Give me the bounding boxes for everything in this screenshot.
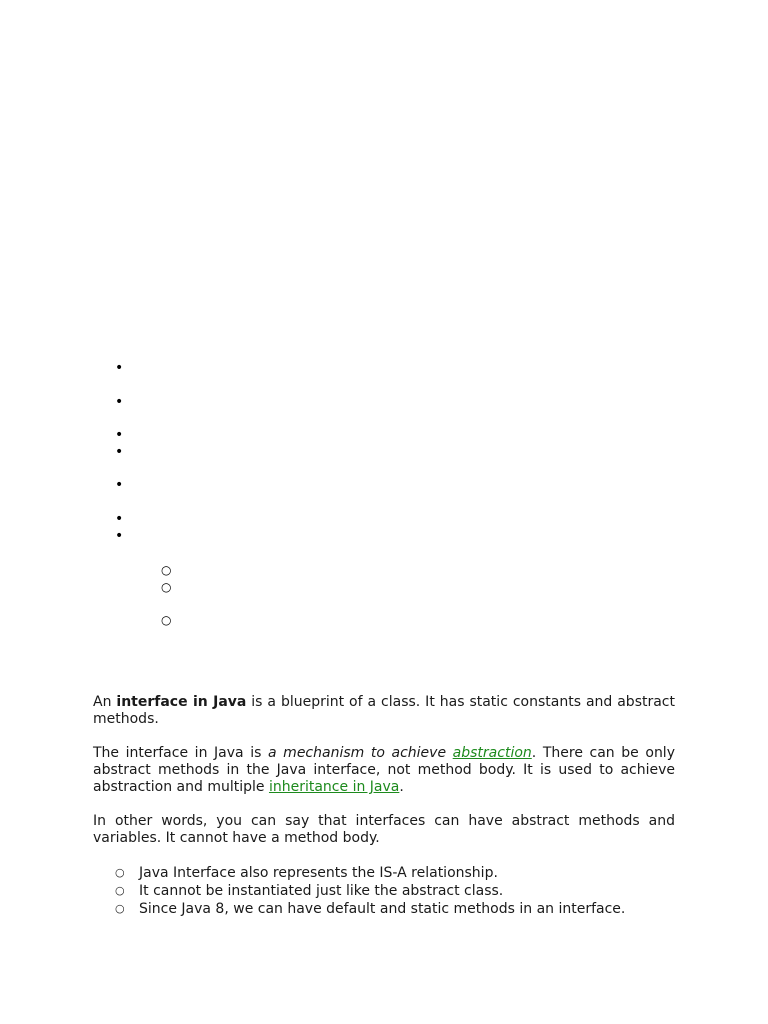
definition-prefix: The interface in Java is — [93, 745, 268, 761]
empty-bullet: • — [115, 511, 124, 527]
inheritance-link[interactable]: inheritance in Java — [268, 779, 400, 795]
intro-bold-term: interface in Java — [116, 694, 247, 710]
list-item-text: It cannot be instantiated just like the abstract class. — [139, 883, 504, 899]
empty-sub-bullet: ○ — [161, 613, 172, 627]
definition-paragraph — [93, 745, 675, 796]
empty-bullet: • — [115, 360, 124, 376]
definition-suffix: . — [399, 779, 404, 795]
empty-bullet: • — [115, 528, 124, 544]
list-item-text: Since Java 8, we can have default and static methods in an interface. — [139, 901, 626, 917]
definition-middle: . There can be only abstract methods in the Java interface, not method body. It is used to achieve abstraction and multiple — [93, 745, 675, 795]
circle-bullet-icon: ○ — [115, 884, 125, 897]
empty-sub-bullet: ○ — [161, 580, 172, 594]
empty-bullet: • — [115, 394, 124, 410]
other-words-paragraph: In other words, you can say that interfaces can have abstract methods and variables. It cannot have a method body. — [93, 813, 675, 846]
abstraction-link[interactable]: abstraction — [452, 745, 532, 761]
empty-bullet: • — [115, 427, 124, 443]
list-item — [93, 882, 675, 900]
definition-italic: a mechanism to achieve — [268, 745, 453, 761]
empty-sub-bullet: ○ — [161, 563, 172, 577]
article-content — [93, 694, 675, 918]
empty-bullet: • — [115, 477, 124, 493]
intro-paragraph — [93, 694, 675, 728]
empty-bullet: • — [115, 444, 124, 460]
list-item-text: Java Interface also represents the IS-A relationship. — [139, 865, 498, 881]
list-item — [93, 900, 675, 918]
intro-suffix: is a blueprint of a class. It has static constants and abstract methods. — [93, 694, 675, 727]
list-item — [93, 864, 675, 882]
circle-bullet-icon: ○ — [115, 866, 125, 879]
circle-bullet-icon: ○ — [115, 902, 125, 915]
intro-prefix: An — [93, 694, 117, 710]
key-points-list — [93, 864, 675, 918]
